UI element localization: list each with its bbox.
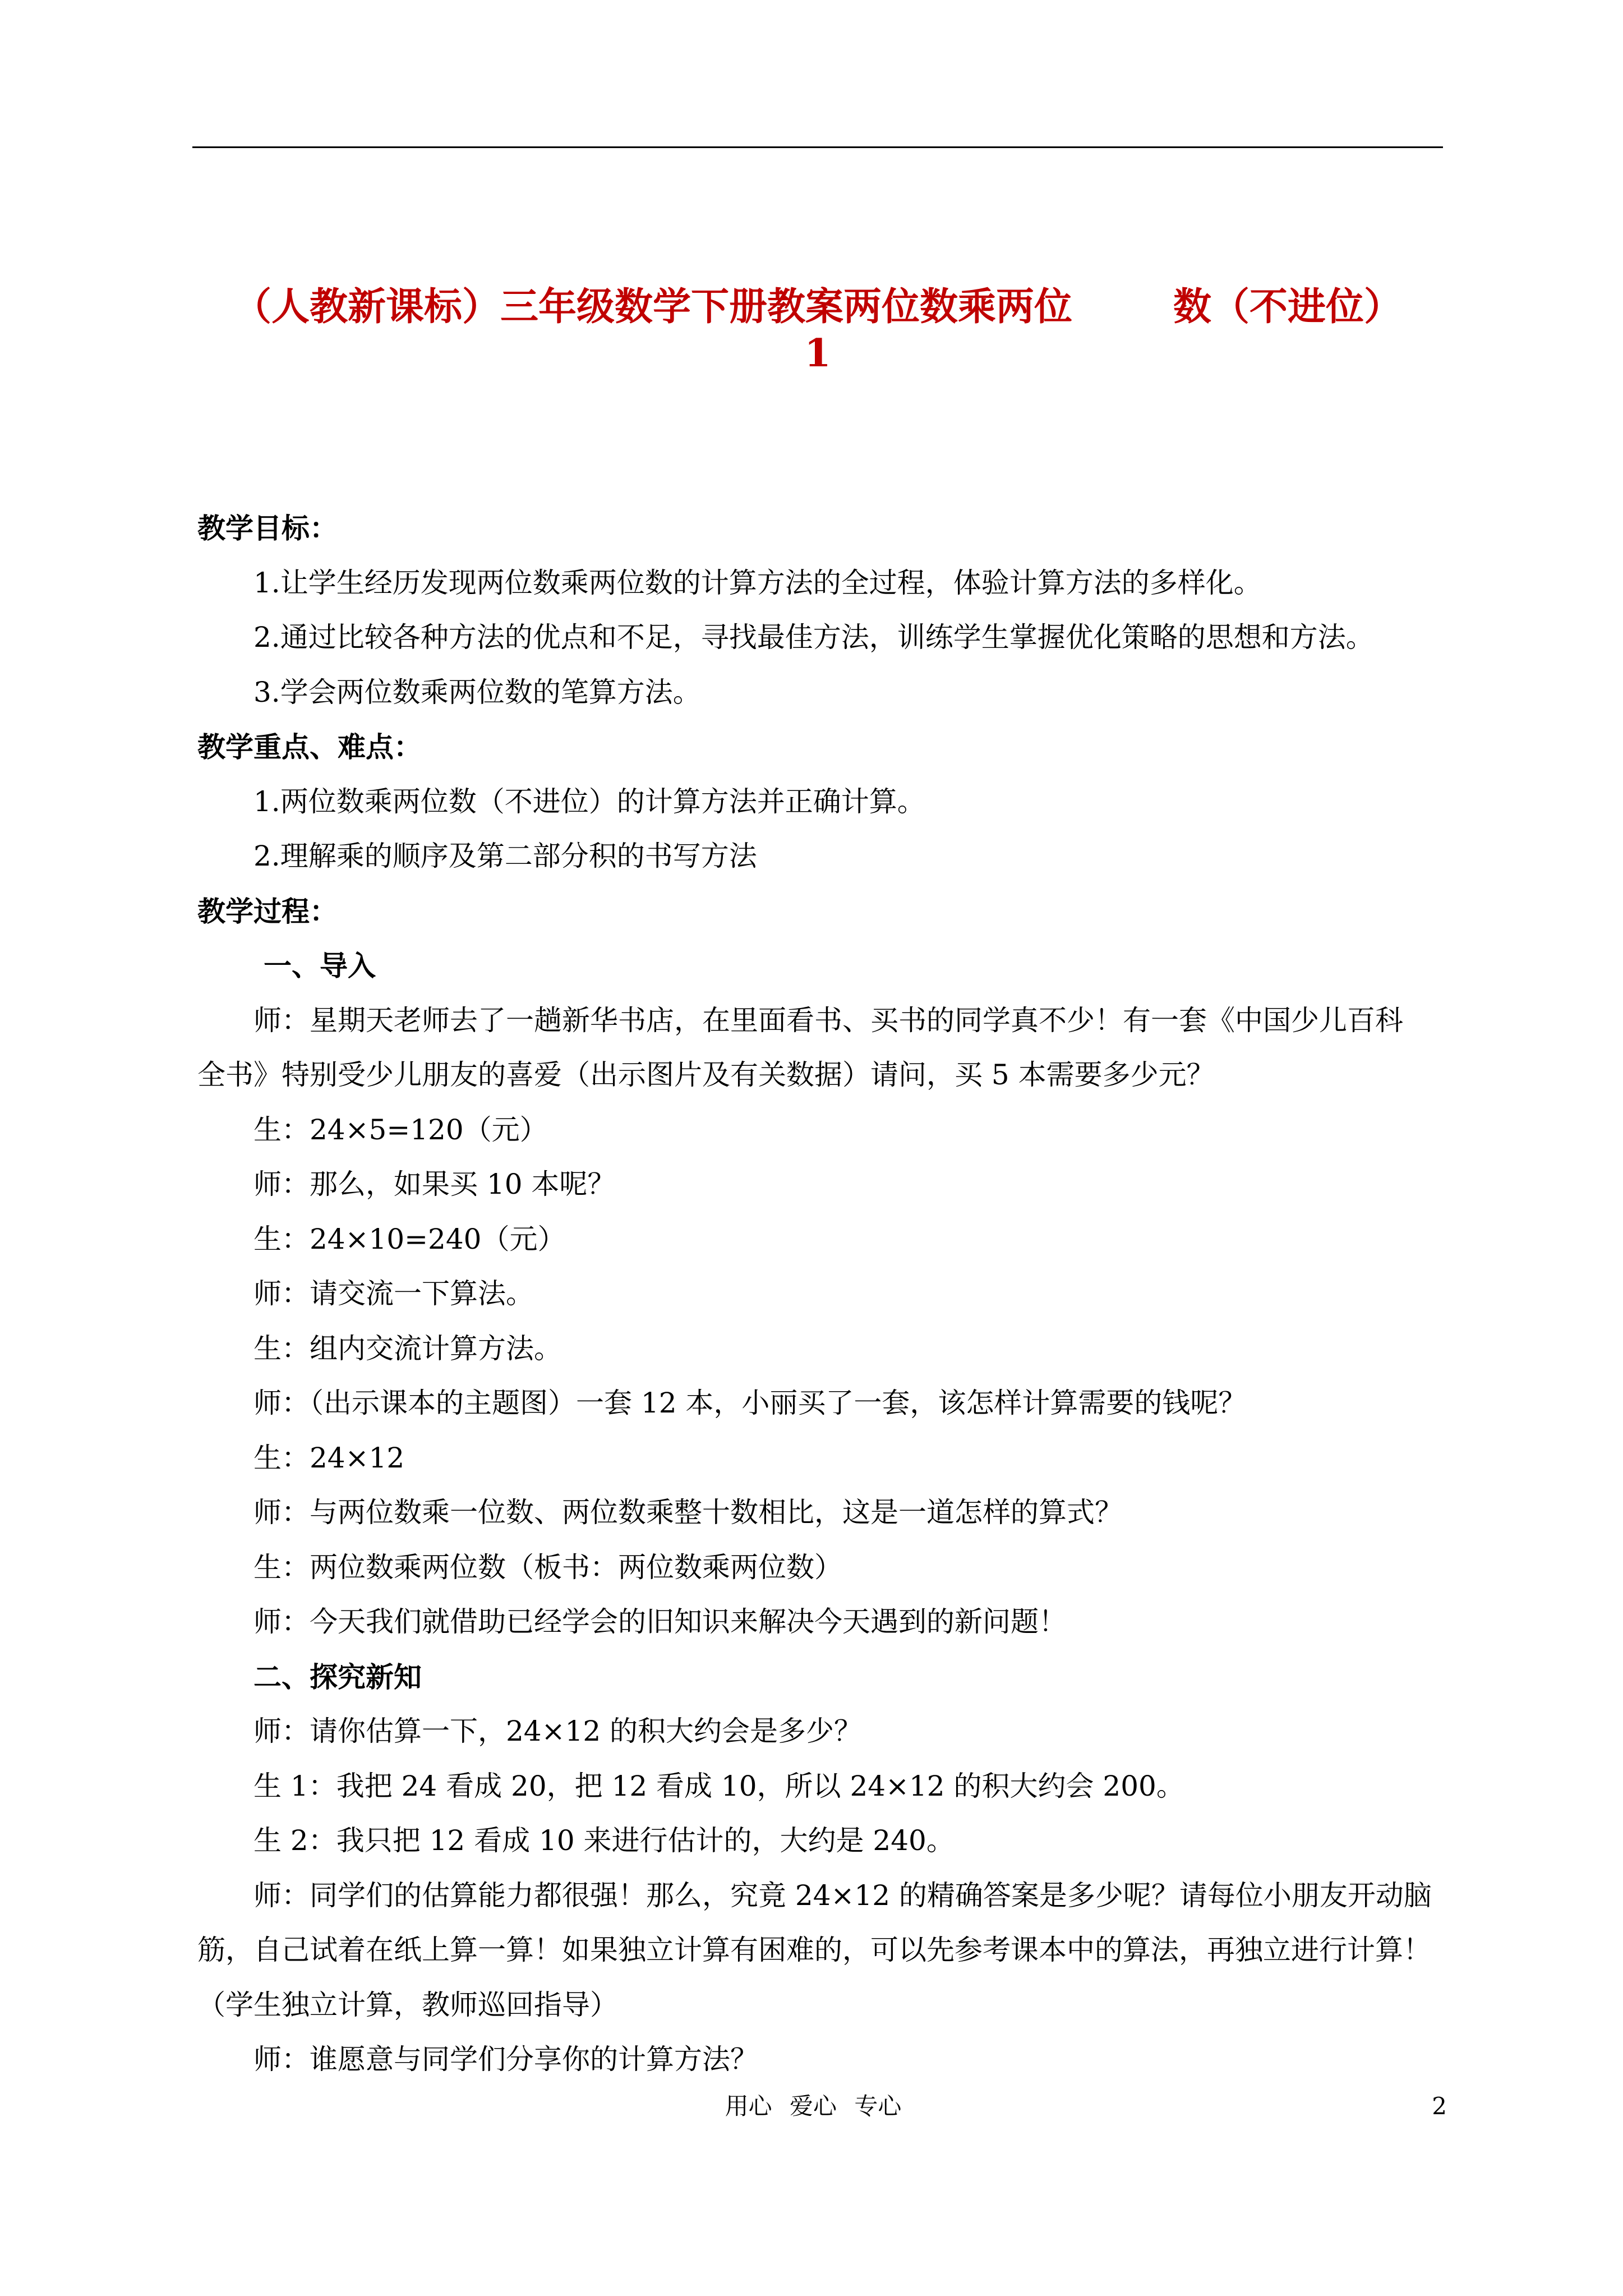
objective-item: 2.通过比较各种方法的优点和不足，寻找最佳方法，训练学生掌握优化策略的思想和方法。 bbox=[253, 621, 1374, 654]
page-number: 2 bbox=[1432, 2092, 1447, 2120]
dialogue-line: 生：24×10=240（元） bbox=[253, 1222, 566, 1255]
dialogue-line: 师：同学们的估算能力都很强！那么，究竟 24×12 的精确答案是多少呢？请每位小朋友开动脑 bbox=[253, 1879, 1432, 1912]
dialogue-line: 生 1：我把 24 看成 20，把 12 看成 10，所以 24×12 的积大约会 200。 bbox=[253, 1769, 1184, 1802]
dialogue-line: 师：与两位数乘一位数、两位数乘整十数相比，这是一道怎样的算式？ bbox=[253, 1496, 1123, 1529]
intro-heading: 一、导入 bbox=[264, 949, 376, 982]
dialogue-line: （学生独立计算，教师巡回指导） bbox=[197, 1988, 618, 2021]
objective-item: 1.让学生经历发现两位数乘两位数的计算方法的全过程，体验计算方法的多样化。 bbox=[253, 566, 1262, 599]
objectives-heading: 教学目标： bbox=[197, 512, 338, 545]
document-title bbox=[192, 282, 1443, 332]
footer-motto: 用心 爱心 专心 bbox=[725, 2092, 902, 2120]
dialogue-line: 师：今天我们就借助已经学会的旧知识来解决今天遇到的新问题！ bbox=[253, 1605, 1067, 1638]
dialogue-line: 师：谁愿意与同学们分享你的计算方法？ bbox=[253, 2043, 758, 2076]
objective-item: 3.学会两位数乘两位数的笔算方法。 bbox=[253, 675, 701, 708]
dialogue-line: 师：星期天老师去了一趟新华书店，在里面看书、买书的同学真不少！有一套《中国少儿百科 bbox=[253, 1004, 1403, 1037]
document-body bbox=[197, 501, 1443, 2087]
dialogue-line: 师：那么，如果买 10 本呢？ bbox=[253, 1168, 616, 1200]
document-title-line2: 1 bbox=[804, 331, 831, 376]
title-part2: 数（不进位） bbox=[1173, 284, 1403, 329]
dialogue-line: 师：请交流一下算法。 bbox=[253, 1277, 534, 1310]
dialogue-line: 生：24×5=120（元） bbox=[253, 1113, 548, 1146]
dialogue-line: 生：两位数乘两位数（板书：两位数乘两位数） bbox=[253, 1550, 842, 1584]
process-heading: 教学过程： bbox=[197, 894, 338, 928]
key-point-item: 1.两位数乘两位数（不进位）的计算方法并正确计算。 bbox=[253, 785, 925, 818]
title-part1: （人教新课标）三年级数学下册教案两位数乘两位 bbox=[233, 284, 1072, 329]
key-points-heading: 教学重点、难点： bbox=[197, 730, 422, 763]
dialogue-line: 师：请你估算一下，24×12 的积大约会是多少？ bbox=[253, 1715, 863, 1747]
dialogue-line: 筋，自己试着在纸上算一算！如果独立计算有困难的，可以先参考课本中的算法，再独立进行计算！ bbox=[197, 1934, 1431, 1966]
explore-heading: 二、探究新知 bbox=[253, 1660, 422, 1694]
dialogue-line: 生 2：我只把 12 看成 10 来进行估计的，大约是 240。 bbox=[253, 1824, 955, 1857]
dialogue-line: 生：组内交流计算方法。 bbox=[253, 1332, 562, 1365]
header-rule bbox=[192, 146, 1443, 148]
dialogue-line: 生：24×12 bbox=[253, 1441, 405, 1474]
key-point-item: 2.理解乘的顺序及第二部分积的书写方法 bbox=[253, 840, 757, 872]
dialogue-line: 师：（出示课本的主题图）一套 12 本，小丽买了一套，该怎样计算需要的钱呢？ bbox=[253, 1387, 1247, 1419]
dialogue-line: 全书》特别受少儿朋友的喜爱（出示图片及有关数据）请问，买 5 本需要多少元？ bbox=[197, 1059, 1215, 1091]
